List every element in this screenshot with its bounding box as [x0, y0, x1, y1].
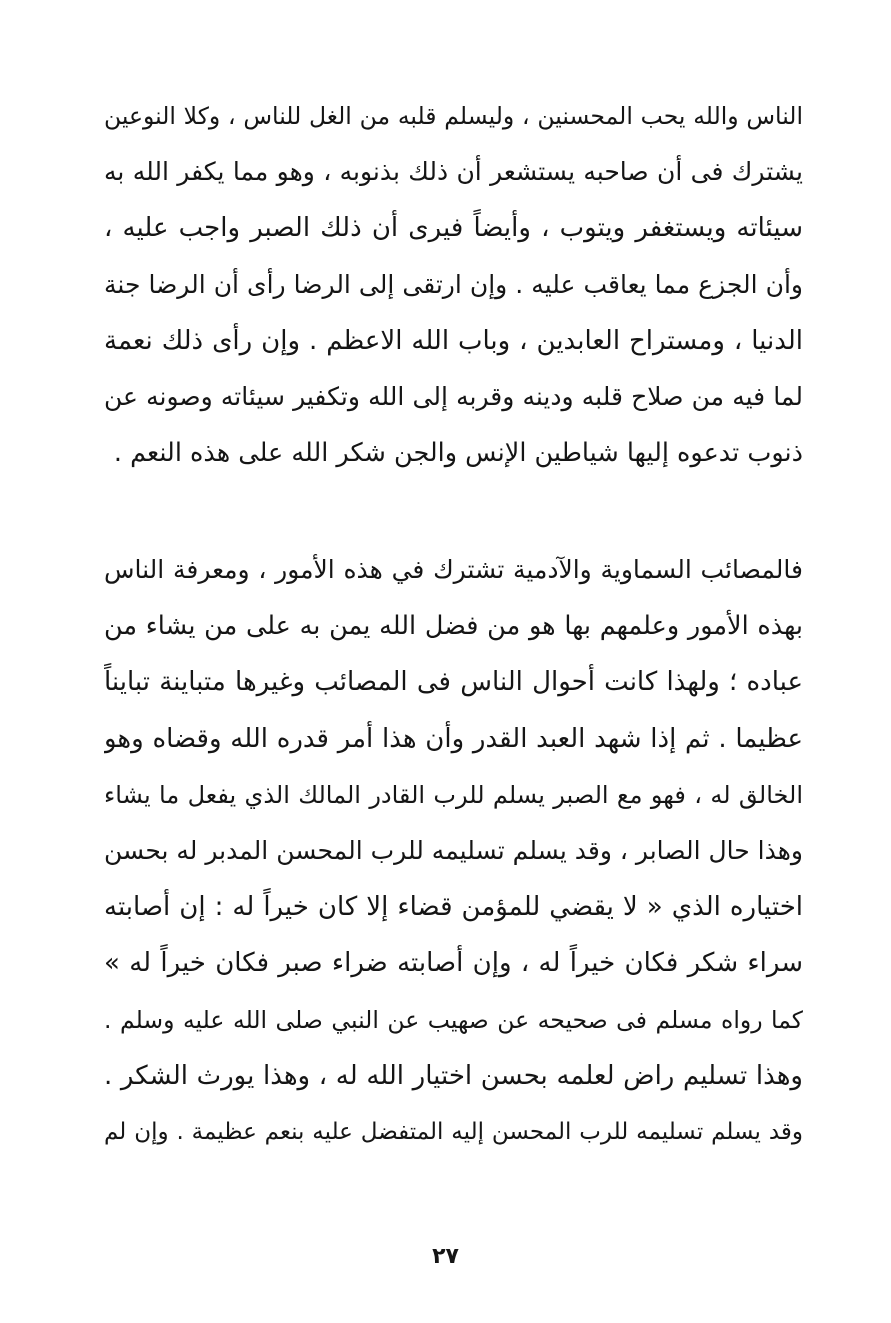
- text-line: بهذه الأمور وعلمهم بها هو من فضل الله يمن به على من يشاء من: [104, 611, 803, 642]
- text-line: يشترك فى أن صاحبه يستشعر أن ذلك بذنوبه ، وهو مما يكفر الله به: [104, 157, 803, 187]
- text-line: الناس والله يحب المحسنين ، وليسلم قلبه من الغل للناس ، وكلا النوعين: [104, 102, 803, 130]
- page-number: ٢٧: [432, 1244, 459, 1269]
- text-line: الدنيا ، ومستراح العابدين ، وباب الله الاعظم . وإن رأى ذلك نعمة: [104, 325, 803, 356]
- paragraph-2: [104, 542, 803, 1160]
- text-line: عباده ؛ ولهذا كانت أحوال الناس فى المصائب وغيرها متباينة تبايناً: [104, 667, 803, 698]
- text-line: وهذا تسليم راض لعلمه بحسن اختيار الله له ، وهذا يورث الشكر .: [104, 1060, 803, 1091]
- paragraph-1: [104, 88, 803, 481]
- text-line: وقد يسلم تسليمه للرب المحسن إليه المتفضل عليه بنعم عظيمة . وإن لم: [104, 1118, 803, 1145]
- text-line: وأن الجزع مما يعاقب عليه . وإن ارتقى إلى الرضا رأى أن الرضا جنة: [104, 269, 803, 299]
- text-line: وهذا حال الصابر ، وقد يسلم تسليمه للرب المحسن المدبر له بحسن: [104, 835, 803, 865]
- text-line: لما فيه من صلاح قلبه ودينه وقربه إلى الله وتكفير سيئاته وصونه عن: [104, 381, 803, 411]
- text-line: فالمصائب السماوية والآدمية تشترك في هذه الأمور ، ومعرفة الناس: [104, 555, 803, 584]
- text-line: كما رواه مسلم فى صحيحه عن صهيب عن النبي صلى الله عليه وسلم .: [104, 1005, 803, 1034]
- text-line: سيئاته ويستغفر ويتوب ، وأيضاً فيرى أن ذلك الصبر واجب عليه ،: [104, 213, 803, 244]
- text-line: اختياره الذي « لا يقضي للمؤمن قضاء إلا كان خيراً له : إن أصابته: [104, 892, 803, 923]
- text-line: سراء شكر فكان خيراً له ، وإن أصابته ضراء صبر فكان خيراً له »: [104, 948, 803, 979]
- text-line: ذنوب تدعوه إليها شياطين الإنس والجن شكر الله على هذه النعم .: [113, 438, 803, 469]
- text-line: الخالق له ، فهو مع الصبر يسلم للرب القادر المالك الذي يفعل ما يشاء: [104, 780, 803, 809]
- text-line: عظيما . ثم إذا شهد العبد القدر وأن هذا أمر قدره الله وقضاه وهو: [104, 723, 803, 754]
